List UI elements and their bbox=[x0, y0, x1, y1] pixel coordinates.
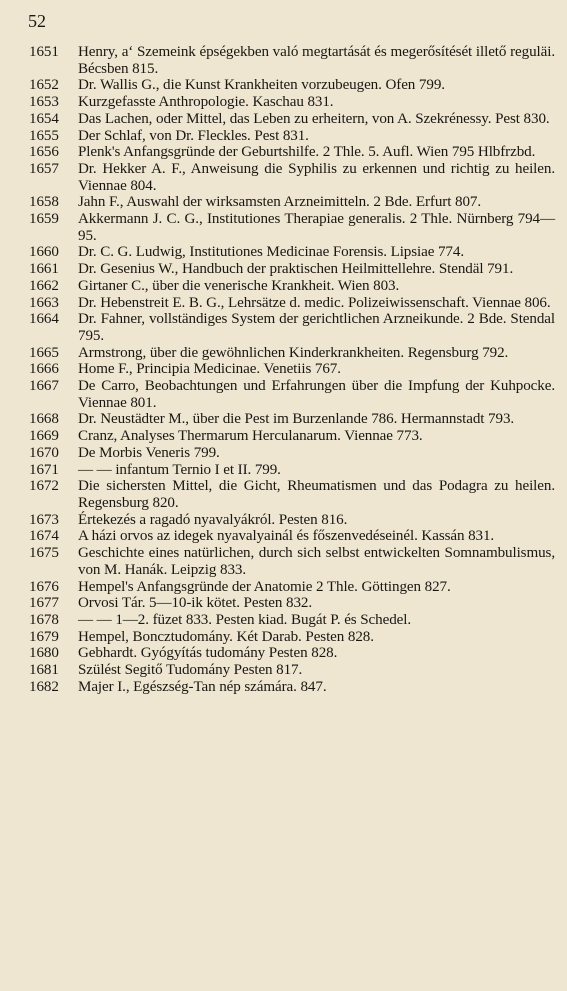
entry-text: Plenk's Anfangsgründe der Geburtshilfe. 2 Thle. 5. Aufl. Wien 795 Hlbfrzbd. bbox=[78, 144, 536, 161]
catalogue-entry bbox=[0, 345, 567, 362]
catalogue-entry bbox=[0, 194, 567, 211]
entry-text: Gebhardt. Gyógyítás tudomány Pesten 828. bbox=[78, 645, 338, 662]
catalogue-entry bbox=[0, 144, 567, 161]
entry-text: Cranz, Analyses Thermarum Herculanarum. Viennae 773. bbox=[78, 428, 423, 445]
entry-number: 1679 bbox=[29, 628, 59, 645]
catalogue-entry bbox=[0, 128, 567, 145]
entry-number: 1681 bbox=[29, 662, 59, 679]
catalogue-entry bbox=[0, 261, 567, 278]
entry-number: 1658 bbox=[29, 194, 59, 211]
entry-number: 1676 bbox=[29, 578, 59, 595]
catalogue-entry bbox=[0, 44, 567, 77]
entry-number: 1657 bbox=[29, 160, 59, 177]
catalogue-entry bbox=[0, 428, 567, 445]
catalogue-entry bbox=[0, 311, 567, 344]
entry-text: Dr. Gesenius W., Handbuch der praktischen Heilmittellehre. Stendäl 791. bbox=[78, 261, 514, 278]
catalogue-entry bbox=[0, 512, 567, 529]
entry-number: 1663 bbox=[29, 294, 59, 311]
entry-number: 1673 bbox=[29, 511, 59, 528]
entry-text: Majer I., Egészség-Tan nép számára. 847. bbox=[78, 678, 327, 695]
entry-number: 1677 bbox=[29, 595, 59, 612]
entry-text: Armstrong, über die gewöhnlichen Kinderkrankheiten. Regensburg 792. bbox=[78, 344, 509, 361]
catalogue-entry bbox=[0, 579, 567, 596]
entry-text: Girtaner C., über die venerische Krankheit. Wien 803. bbox=[78, 277, 400, 294]
entry-number: 1666 bbox=[29, 361, 59, 378]
catalogue-entry bbox=[0, 679, 567, 696]
catalogue-entry bbox=[0, 111, 567, 128]
entry-number: 1661 bbox=[29, 261, 59, 278]
entry-text: Dr. C. G. Ludwig, Institutiones Medicinae Forensis. Lipsiae 774. bbox=[78, 244, 464, 261]
catalogue-entry bbox=[0, 612, 567, 629]
catalogue-entry bbox=[0, 528, 567, 545]
entry-text: Dr. Wallis G., die Kunst Krankheiten vorzubeugen. Ofen 799. bbox=[78, 77, 445, 94]
catalogue-entry bbox=[0, 295, 567, 312]
entry-number: 1665 bbox=[29, 344, 59, 361]
catalogue-entry bbox=[0, 645, 567, 662]
entry-number: 1678 bbox=[29, 611, 59, 628]
entry-number: 1668 bbox=[29, 411, 59, 428]
entry-text: Értekezés a ragadó nyavalyákról. Pesten 816. bbox=[78, 511, 348, 528]
catalogue-entry bbox=[0, 462, 567, 479]
entry-text: Dr. Hekker A. F., Anweisung die Syphilis zu erkennen und richtig zu heilen. Viennae 804. bbox=[78, 160, 555, 194]
catalogue-entry bbox=[0, 629, 567, 646]
entry-number: 1680 bbox=[29, 645, 59, 662]
entry-text: Hempel's Anfangsgründe der Anatomie 2 Thle. Göttingen 827. bbox=[78, 578, 451, 595]
entry-number: 1671 bbox=[29, 461, 59, 478]
entry-text: — — 1—2. füzet 833. Pesten kiad. Bugát P. és Schedel. bbox=[78, 611, 412, 628]
entry-number: 1672 bbox=[29, 478, 59, 495]
entry-text: — — infantum Ternio I et II. 799. bbox=[78, 461, 281, 478]
entry-text: Das Lachen, oder Mittel, das Leben zu erheitern, von A. Szekrénessy. Pest 830. bbox=[78, 110, 550, 127]
entry-text: Hempel, Boncztudomány. Két Darab. Pesten 828. bbox=[78, 628, 374, 645]
entry-number: 1675 bbox=[29, 545, 59, 562]
entry-text: Akkermann J. C. G., Institutiones Therapiae generalis. 2 Thle. Nürnberg 794—95. bbox=[78, 211, 555, 244]
entry-number: 1682 bbox=[29, 678, 59, 695]
catalogue-entry bbox=[0, 445, 567, 462]
entry-number: 1659 bbox=[29, 211, 59, 228]
catalogue-entry bbox=[0, 278, 567, 295]
catalogue-entry bbox=[0, 595, 567, 612]
entry-text: De Morbis Veneris 799. bbox=[78, 444, 220, 461]
entry-number: 1653 bbox=[29, 94, 59, 111]
entry-text: Jahn F., Auswahl der wirksamsten Arzneimitteln. 2 Bde. Erfurt 807. bbox=[78, 194, 482, 211]
entry-number: 1656 bbox=[29, 144, 59, 161]
catalogue-entry bbox=[0, 361, 567, 378]
catalogue-entry bbox=[0, 94, 567, 111]
entry-text: Szülést Segitő Tudomány Pesten 817. bbox=[78, 662, 303, 679]
entry-number: 1670 bbox=[29, 444, 59, 461]
catalogue-entry bbox=[0, 244, 567, 261]
entry-text: Orvosi Tár. 5—10-ik kötet. Pesten 832. bbox=[78, 595, 313, 612]
entry-text: Die sichersten Mittel, die Gicht, Rheumatismen und das Podagra zu heilen. Regensburg 820. bbox=[78, 478, 555, 511]
entry-number: 1669 bbox=[29, 428, 59, 445]
catalogue-entries bbox=[0, 44, 567, 695]
entry-number: 1654 bbox=[29, 110, 59, 127]
catalogue-entry bbox=[0, 662, 567, 679]
entry-text: De Carro, Beobachtungen und Erfahrungen über die Impfung der Kuhpocke. Viennae 801. bbox=[78, 378, 555, 411]
entry-text: Home F., Principia Medicinae. Venetiis 767. bbox=[78, 361, 341, 378]
catalogue-entry bbox=[0, 545, 567, 578]
entry-text: Dr. Fahner, vollständiges System der gerichtlichen Arzneikunde. 2 Bde. Stendal 795. bbox=[78, 311, 555, 344]
catalogue-entry bbox=[0, 77, 567, 94]
entry-text: Der Schlaf, von Dr. Fleckles. Pest 831. bbox=[78, 127, 309, 144]
entry-text: Dr. Hebenstreit E. B. G., Lehrsätze d. medic. Polizeiwissenschaft. Viennae 806. bbox=[78, 294, 551, 311]
entry-number: 1652 bbox=[29, 77, 59, 94]
entry-number: 1674 bbox=[29, 528, 59, 545]
entry-text: A házi orvos az idegek nyavalyainál és főszenvedéseinél. Kassán 831. bbox=[78, 528, 495, 545]
catalogue-entry bbox=[0, 411, 567, 428]
entry-number: 1651 bbox=[29, 44, 59, 60]
catalogue-entry bbox=[0, 161, 567, 194]
entry-text: Geschichte eines natürlichen, durch sich selbst entwickelten Somnambulismus, von M. Hanák. Leipzig 833. bbox=[78, 545, 555, 578]
entry-number: 1662 bbox=[29, 277, 59, 294]
entry-number: 1667 bbox=[29, 378, 59, 395]
entry-number: 1660 bbox=[29, 244, 59, 261]
catalogue-entry bbox=[0, 211, 567, 244]
entry-number: 1664 bbox=[29, 311, 59, 328]
catalogue-entry bbox=[0, 478, 567, 511]
entry-text: Kurzgefasste Anthropologie. Kaschau 831. bbox=[78, 94, 334, 111]
entry-text: Henry, a‘ Szemeink épségekben való megtartását és megerősítését illető reguläi. Bécsben 815. bbox=[78, 44, 555, 77]
entry-number: 1655 bbox=[29, 127, 59, 144]
catalogue-entry bbox=[0, 378, 567, 411]
page-number: 52 bbox=[28, 11, 46, 31]
entry-text: Dr. Neustädter M., über die Pest im Burzenlande 786. Hermannstadt 793. bbox=[78, 411, 515, 428]
